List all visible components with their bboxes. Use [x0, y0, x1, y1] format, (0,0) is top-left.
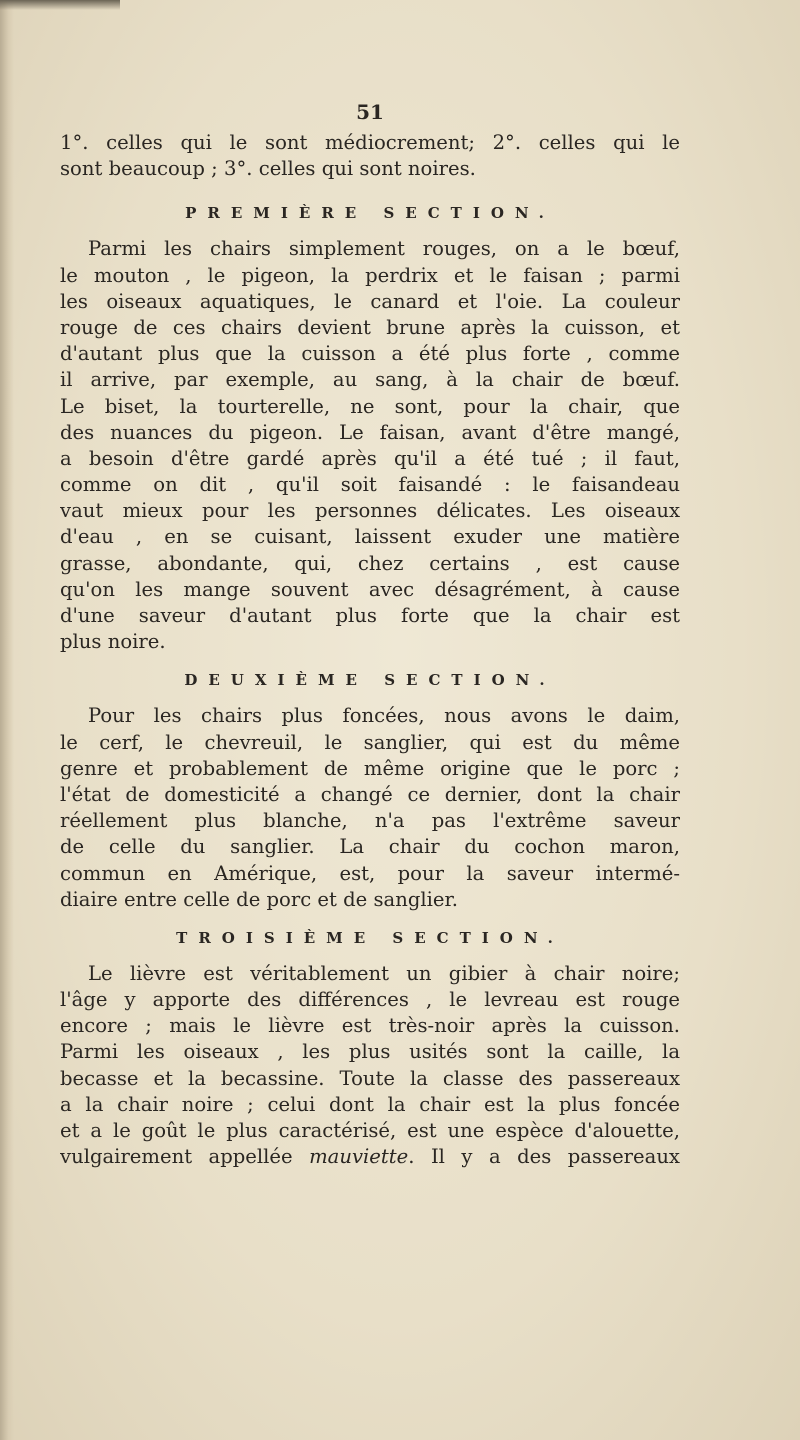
- text-line: Pour les chairs plus foncées, nous avons le daim,: [88, 704, 680, 728]
- text-line: le mouton , le pigeon, la perdrix et le faisan ; parmi: [60, 263, 680, 287]
- section-heading-2: DEUXIÈME SECTION.: [184, 671, 556, 690]
- text-line: d'une saveur d'autant plus forte que la chair est: [60, 604, 680, 627]
- text-line: a besoin d'être gardé après qu'il a été tué ; il faut,: [60, 446, 680, 470]
- text-line: le cerf, le chevreuil, le sanglier, qui est du même: [60, 730, 680, 754]
- text-line: becasse et la becassine. Toute la classe des passereaux: [60, 1066, 680, 1090]
- section-heading-3: TROISIÈME SECTION.: [176, 928, 564, 947]
- section-heading-1: PREMIÈRE SECTION.: [185, 204, 555, 223]
- text-line: 1°. celles qui le sont médiocrement; 2°. celles qui le: [60, 131, 680, 154]
- text-line: grasse, abondante, qui, chez certains , est cause: [60, 551, 680, 575]
- text-fragment: vulgairement appellée: [60, 1145, 310, 1169]
- text-line: Parmi les oiseaux , les plus usités sont la caille, la: [60, 1040, 680, 1064]
- text-line: d'eau , en se cuisant, laissent exuder une matière: [60, 525, 680, 549]
- text-line: les oiseaux aquatiques, le canard et l'oie. La couleur: [60, 289, 680, 313]
- text-line: l'état de domesticité a changé ce dernier, dont la chair: [60, 782, 680, 806]
- text-line: commun en Amérique, est, pour la saveur intermé-: [60, 861, 680, 885]
- text-line: encore ; mais le lièvre est très-noir après la cuisson.: [60, 1014, 680, 1038]
- text-line: plus noire.: [60, 630, 166, 654]
- text-line: de celle du sanglier. La chair du cochon maron,: [60, 835, 680, 859]
- text-line: vaut mieux pour les personnes délicates. Les oiseaux: [60, 499, 680, 523]
- text-line: l'âge y apporte des différences , le levreau est rouge: [60, 988, 680, 1012]
- text-line: Parmi les chairs simplement rouges, on a le bœuf,: [88, 237, 680, 261]
- text-line: a la chair noire ; celui dont la chair est la plus foncée: [60, 1092, 680, 1116]
- text-line: d'autant plus que la cuisson a été plus forte , comme: [60, 342, 680, 366]
- text-line: comme on dit , qu'il soit faisandé : le faisandeau: [60, 473, 680, 497]
- page-edge-shadow: [0, 0, 120, 10]
- text-line: réellement plus blanche, n'a pas l'extrême saveur: [60, 809, 680, 833]
- page-gutter: [0, 0, 14, 1440]
- text-line: diaire entre celle de porc et de sanglier.: [60, 887, 458, 911]
- text-line: rouge de ces chairs devient brune après la cuisson, et: [60, 315, 680, 339]
- page-number: 51: [356, 100, 384, 124]
- text-line: genre et probablement de même origine que le porc ;: [60, 756, 680, 780]
- text-line: Le lièvre est véritablement un gibier à chair noire;: [88, 961, 680, 985]
- text-line: sont beaucoup ; 3°. celles qui sont noires.: [60, 157, 476, 181]
- text-fragment: . Il y a des passereaux: [408, 1145, 680, 1169]
- text-line: des nuances du pigeon. Le faisan, avant d'être mangé,: [60, 420, 680, 444]
- text-line: il arrive, par exemple, au sang, à la chair de bœuf.: [60, 368, 680, 392]
- body-text: [60, 130, 680, 1170]
- text-line-final: [60, 1144, 680, 1170]
- text-line: qu'on les mange souvent avec désagrément, à cause: [60, 577, 680, 601]
- italic-term: mauviette: [309, 1145, 409, 1169]
- text-line: Le biset, la tourterelle, ne sont, pour la chair, que: [60, 394, 680, 418]
- text-line: et a le goût le plus caractérisé, est une espèce d'alouette,: [60, 1119, 680, 1142]
